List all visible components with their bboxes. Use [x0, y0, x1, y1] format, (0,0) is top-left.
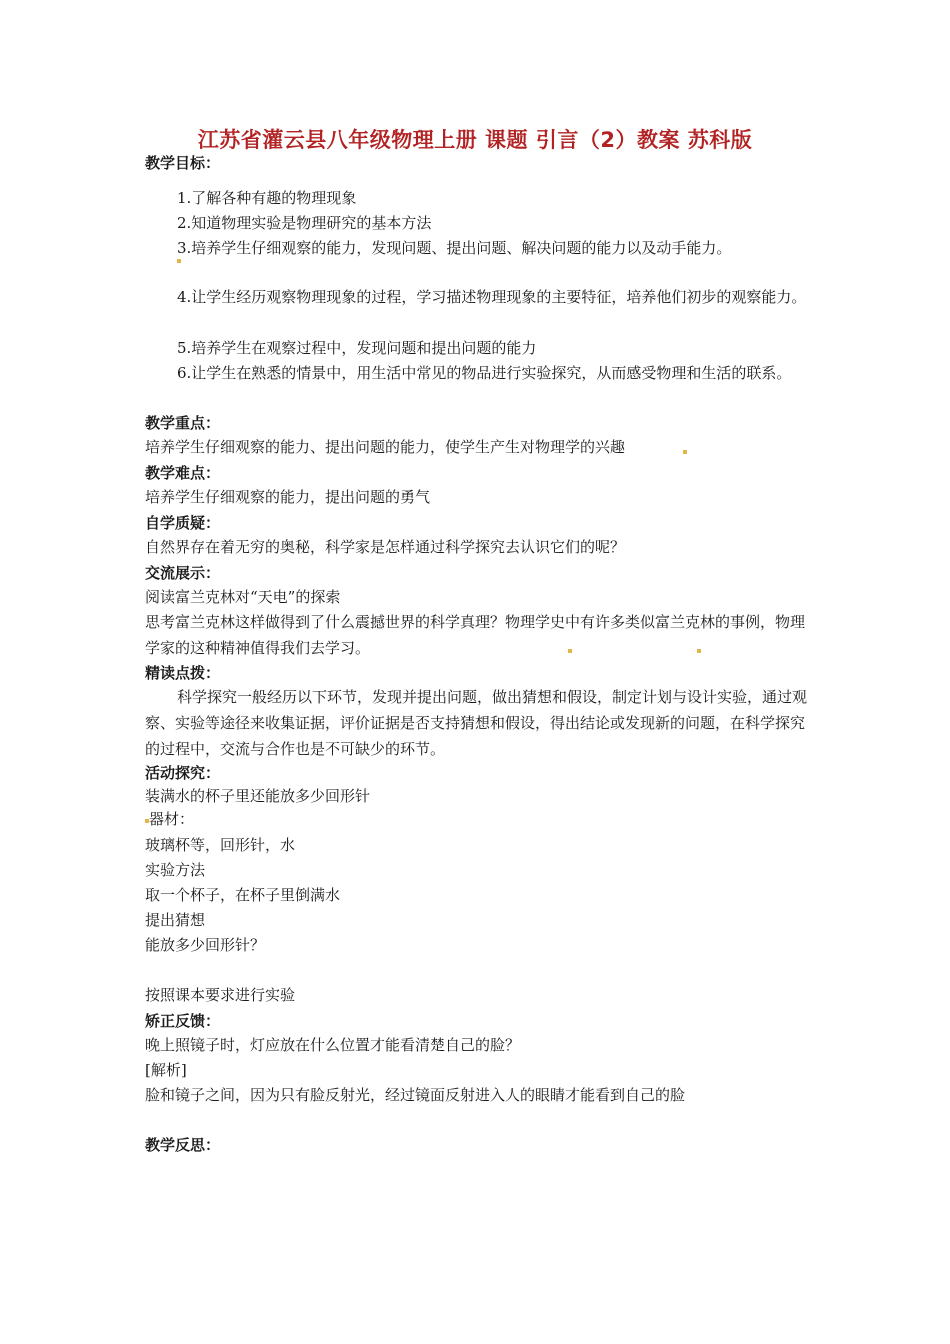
- activity-line-5: 取一个杯子，在杯子里倒满水: [145, 886, 341, 904]
- feedback-analysis-label: [解析]: [145, 1061, 187, 1079]
- difficulties-heading: 教学难点：: [145, 464, 221, 482]
- self-question-heading: 自学质疑：: [145, 514, 221, 532]
- activity-line-2: 器材：: [149, 810, 195, 828]
- exchange-line-1: 阅读富兰克林对“天电”的探索: [145, 588, 341, 606]
- activity-line-3: 玻璃杯等，回形针，水: [145, 836, 296, 854]
- goal-item-5: 5.培养学生在观察过程中，发现问题和提出问题的能力: [177, 339, 537, 357]
- scan-mark: [177, 259, 181, 263]
- difficulties-text: 培养学生仔细观察的能力，提出问题的勇气: [145, 488, 431, 506]
- exchange-line-2: 思考富兰克林这样做得到了什么震撼世界的科学真理？物理学史中有许多类似富兰克林的事例，物理学家的这种精神值得我们去学习。: [145, 613, 806, 657]
- goal-item-2: 2.知道物理实验是物理研究的基本方法: [177, 214, 432, 232]
- goal-item-3: 3.培养学生仔细观察的能力，发现问题、提出问题、解决问题的能力以及动手能力。: [177, 239, 732, 257]
- key-points-heading: 教学重点：: [145, 414, 221, 432]
- document-title: 江苏省灌云县八年级物理上册 课题 引言（2）教案 苏科版: [197, 128, 753, 152]
- scan-mark: [683, 450, 687, 454]
- feedback-heading: 矫正反馈：: [145, 1012, 221, 1030]
- goal-item-1: 1.了解各种有趣的物理现象: [177, 189, 357, 207]
- reflection-heading: 教学反思：: [145, 1136, 221, 1154]
- activity-line-6: 提出猜想: [145, 911, 206, 929]
- feedback-answer: 脸和镜子之间，因为只有脸反射光，经过镜面反射进入人的眼睛才能看到自己的脸: [145, 1086, 686, 1104]
- exchange-heading: 交流展示：: [145, 564, 221, 582]
- activity-line-1: 装满水的杯子里还能放多少回形针: [145, 787, 371, 805]
- activity-line-8: 按照课本要求进行实验: [145, 986, 296, 1004]
- activity-heading: 活动探究：: [145, 764, 221, 782]
- scan-mark: [697, 649, 701, 653]
- feedback-question: 晚上照镜子时，灯应放在什么位置才能看清楚自己的脸？: [145, 1036, 521, 1054]
- goal-item-6: 6.让学生在熟悉的情景中，用生活中常见的物品进行实验探究，从而感受物理和生活的联系。: [177, 364, 792, 382]
- activity-line-7: 能放多少回形针？: [145, 936, 266, 954]
- reading-heading: 精读点拨：: [145, 664, 221, 682]
- goals-heading: 教学目标：: [145, 154, 221, 172]
- scan-mark: [145, 819, 149, 823]
- goal-item-4: 4.让学生经历观察物理现象的过程，学习描述物理现象的主要特征，培养他们初步的观察能力。: [177, 288, 807, 306]
- key-points-text: 培养学生仔细观察的能力、提出问题的能力，使学生产生对物理学的兴趣: [145, 438, 626, 456]
- self-question-text: 自然界存在着无穷的奥秘，科学家是怎样通过科学探究去认识它们的呢？: [145, 538, 626, 556]
- scan-mark: [568, 649, 572, 653]
- activity-line-4: 实验方法: [145, 861, 206, 879]
- reading-paragraph: 科学探究一般经历以下环节，发现并提出问题，做出猜想和假设，制定计划与设计实验，通过观察、实验等途径来收集证据，评价证据是否支持猜想和假设，得出结论或发现新的问题，在科学探究的过程中，交流与合作也是不可缺少的环节。: [145, 688, 808, 758]
